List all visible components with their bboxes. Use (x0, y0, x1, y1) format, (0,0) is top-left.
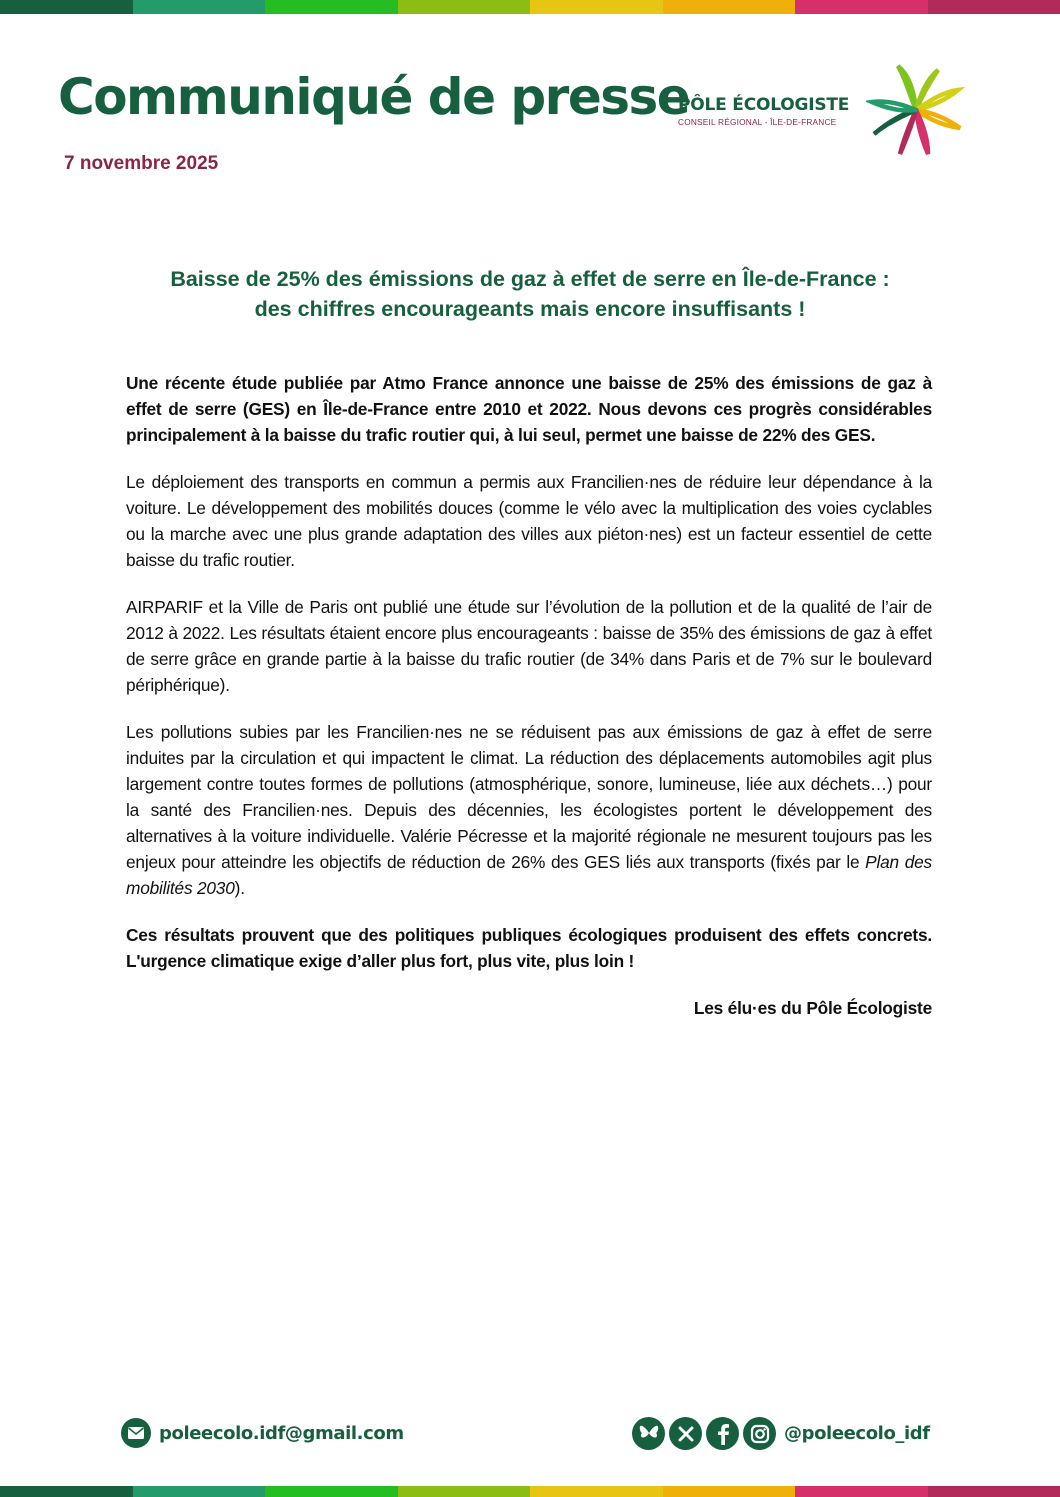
x-icon[interactable] (669, 1417, 702, 1450)
paragraph-transports: Le déploiement des transports en commun a permis aux Francilien·nes de réduire leur dépendance à la voiture. Le développement des mobilités douces (comme le vélo avec la multiplication des voies cyclables ou la marche avec une plus grande adaptation des villes aux piéton·nes) est un facteur essentiel de cette baisse du trafic routier. (126, 472, 932, 570)
headline-line-1: Baisse de 25% des émissions de gaz à effet de serre en Île-de-France : (170, 267, 890, 291)
stripe-segment (530, 0, 663, 14)
page-title: Communiqué de presse (58, 68, 690, 126)
social-handle[interactable]: @poleecolo_idf (784, 1423, 930, 1444)
top-color-stripe (0, 0, 1060, 14)
paragraph-text: Les pollutions subies par les Francilien·nes ne se réduisent pas aux émissions de gaz à effet de serre induites par la circulation et qui impactent le climat. La réduction des déplacements automobiles agit plus largement contre toutes formes de pollutions (atmosphérique, sonore, lumineuse, liée aux déchets…) pour la santé des Francilien·nes. Depuis des décennies, les écologistes portent le développement des alternatives à la voiture individuelle. Valérie Pécresse et la majorité régionale ne mesurent toujours pas les enjeux pour atteindre les objectifs de réduction de 26% des GES liés aux transports (fixés par le (126, 722, 932, 872)
bottom-color-stripe (0, 1486, 1060, 1497)
headline-line-2: des chiffres encourageants mais encore insuffisants ! (254, 297, 806, 321)
stripe-segment (0, 0, 133, 14)
stripe-segment (795, 0, 928, 14)
stripe-segment (133, 1486, 266, 1497)
intro-paragraph: Une récente étude publiée par Atmo France annonce une baisse de 25% des émissions de gaz à effet de serre (GES) en Île-de-France entre 2010 et 2022. Nous devons ces progrès considérables principalement à la baisse du trafic routier qui, à lui seul, permet une baisse de 22% des GES. (126, 373, 932, 445)
brand-name: PÔLE ÉCOLOGISTE (678, 95, 850, 115)
stripe-segment (265, 1486, 398, 1497)
stripe-segment (928, 1486, 1060, 1497)
stripe-segment (663, 0, 796, 14)
instagram-icon[interactable] (743, 1417, 776, 1450)
stripe-segment (530, 1486, 663, 1497)
footer-email[interactable] (121, 1418, 404, 1448)
facebook-icon[interactable] (706, 1417, 739, 1450)
stripe-segment (795, 1486, 928, 1497)
stripe-segment (928, 0, 1060, 14)
stripe-segment (0, 1486, 133, 1497)
paragraph-airparif: AIRPARIF et la Ville de Paris ont publié une étude sur l’évolution de la pollution et de la qualité de l’air de 2012 à 2022. Les résultats étaient encore plus encourageants : baisse de 35% des émissions de gaz à effet de serre grâce en grande partie à la baisse du trafic routier (de 34% dans Paris et de 7% sur le boulevard périphérique). (126, 597, 932, 695)
paragraph-end: ). (234, 878, 245, 898)
plan-title: Plan des mobilités 2030 (126, 852, 932, 898)
brand-subtitle: CONSEIL RÉGIONAL - ÎLE-DE-FRANCE (678, 117, 837, 127)
headline (80, 264, 980, 324)
flower-logo-icon (866, 60, 966, 160)
stripe-segment (265, 0, 398, 14)
press-release-body (126, 370, 932, 1042)
conclusion-paragraph: Ces résultats prouvent que des politiques publiques écologiques produisent des effets concrets. L'urgence climatique exige d’aller plus fort, plus vite, plus loin ! (126, 925, 932, 971)
release-date: 7 novembre 2025 (64, 153, 219, 174)
stripe-segment (663, 1486, 796, 1497)
mail-icon (121, 1418, 151, 1448)
brand-block (678, 97, 849, 127)
signature: Les élu·es du Pôle Écologiste (693, 998, 932, 1018)
footer-social (632, 1417, 930, 1450)
stripe-segment (398, 0, 531, 14)
stripe-segment (398, 1486, 531, 1497)
email-link[interactable]: poleecolo.idf@gmail.com (159, 1422, 404, 1444)
paragraph-pollutions (126, 719, 932, 901)
stripe-segment (133, 0, 266, 14)
bluesky-icon[interactable] (632, 1417, 665, 1450)
